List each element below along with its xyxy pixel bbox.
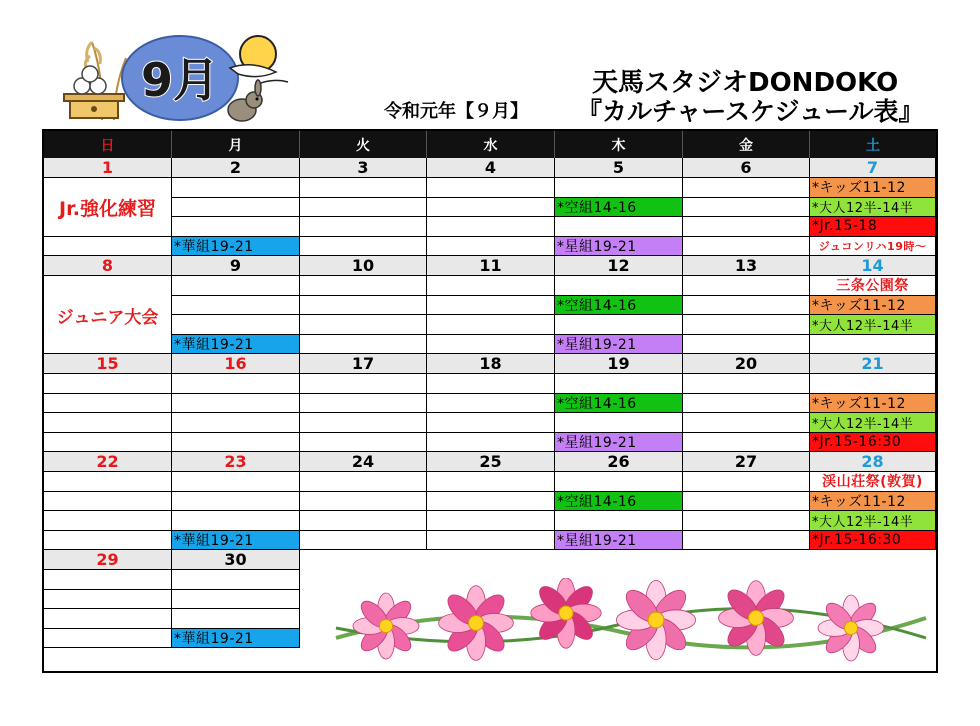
weekday-4: 木: [555, 131, 683, 158]
schedule-slot: [427, 198, 555, 218]
schedule-slot: [172, 394, 300, 414]
schedule-slot: [44, 433, 172, 453]
weekday-6: 土: [866, 137, 880, 154]
schedule-slot: [172, 590, 300, 610]
schedule-entry: *華組19-21: [172, 237, 300, 257]
day-number: 29: [44, 550, 172, 570]
schedule-slot: [300, 531, 427, 551]
schedule-slot: [427, 531, 555, 551]
schedule-slot: [44, 531, 172, 551]
day-number: 14: [810, 256, 936, 276]
day-number: 30: [172, 550, 300, 570]
schedule-slot: [44, 394, 172, 414]
schedule-entry: *Jr.15-16:30: [810, 433, 936, 453]
schedule-entry: *空組14-16: [555, 296, 683, 316]
logo-month-text: 9月: [140, 53, 220, 107]
schedule-slot: [683, 394, 810, 414]
day-number: 7: [810, 158, 936, 178]
day-number: 23: [172, 452, 300, 472]
weekday-1: 月: [172, 131, 300, 158]
schedule-slot: [172, 315, 300, 335]
day-number: 11: [427, 256, 555, 276]
schedule-slot: [172, 217, 300, 237]
cosmos-flower: [439, 586, 514, 661]
day-number: 24: [300, 452, 427, 472]
weekday-2: 火: [300, 131, 427, 158]
schedule-entry: *Jr.15-16:30: [810, 531, 936, 551]
schedule-slot: [44, 629, 172, 649]
schedule-slot: [683, 296, 810, 316]
moon-viewing-dango-icon: [64, 66, 124, 118]
schedule-slot: [427, 413, 555, 433]
schedule-slot: [300, 413, 427, 433]
schedule-entry: *大人12半-14半: [810, 315, 936, 335]
day-number: 6: [683, 158, 810, 178]
day-number: 25: [427, 452, 555, 472]
day-number: 2: [172, 158, 300, 178]
schedule-entry: *華組19-21: [172, 629, 300, 649]
schedule-slot: [300, 237, 427, 257]
schedule-slot: [44, 472, 172, 492]
schedule-slot: [810, 374, 936, 394]
schedule-slot: [172, 198, 300, 218]
schedule-entry: *華組19-21: [172, 335, 300, 355]
cosmos-flower: [531, 578, 601, 648]
schedule-entry: *星組19-21: [555, 237, 683, 257]
schedule-slot: [44, 570, 172, 590]
schedule-slot: [44, 492, 172, 512]
schedule-slot: [555, 315, 683, 335]
schedule-entry: *キッズ11-12: [810, 394, 936, 414]
schedule-entry: *空組14-16: [555, 198, 683, 218]
schedule-slot: [172, 374, 300, 394]
schedule-slot: [172, 178, 300, 198]
schedule-slot: [683, 531, 810, 551]
schedule-slot: [44, 237, 172, 257]
day-number: 10: [300, 256, 427, 276]
schedule-entry: *華組19-21: [172, 531, 300, 551]
weekday-3: 水: [427, 131, 555, 158]
schedule-slot: [555, 413, 683, 433]
schedule-slot: [300, 335, 427, 355]
day-number: 9: [172, 256, 300, 276]
day-number: 5: [555, 158, 683, 178]
cosmos-flowers-illustration: [326, 578, 934, 675]
studio-name: 天馬スタジオDONDOKO: [592, 68, 899, 98]
day-number: 13: [683, 256, 810, 276]
schedule-slot: [555, 276, 683, 296]
schedule-entry: *星組19-21: [555, 531, 683, 551]
schedule-slot: [683, 237, 810, 257]
schedule-slot: [300, 217, 427, 237]
schedule-slot: [172, 511, 300, 531]
schedule-slot: [300, 394, 427, 414]
day-number: 15: [44, 354, 172, 374]
schedule-entry: *キッズ11-12: [810, 492, 936, 512]
schedule-slot: [683, 335, 810, 355]
schedule-entry: *空組14-16: [555, 492, 683, 512]
month-badge: [122, 36, 238, 120]
schedule-slot: [427, 335, 555, 355]
schedule-slot: [683, 511, 810, 531]
schedule-slot: [683, 413, 810, 433]
schedule-entry: *Jr.15-18: [810, 217, 936, 237]
cosmos-flower: [719, 581, 794, 656]
schedule-slot: [172, 296, 300, 316]
schedule-slot: [300, 472, 427, 492]
day-number: 16: [172, 354, 300, 374]
day-number: 22: [44, 452, 172, 472]
schedule-slot: [44, 609, 172, 629]
calendar-table: [42, 129, 938, 673]
day-number: 21: [810, 354, 936, 374]
schedule-slot: [172, 276, 300, 296]
schedule-slot: [427, 511, 555, 531]
schedule-slot: [427, 237, 555, 257]
weekday-header-row: [44, 131, 936, 158]
schedule-slot: [44, 374, 172, 394]
cosmos-flower: [616, 580, 695, 659]
day-number: 3: [300, 158, 427, 178]
schedule-slot: [810, 335, 936, 355]
day-number: 17: [300, 354, 427, 374]
day-number: 8: [44, 256, 172, 276]
schedule-slot: [427, 374, 555, 394]
schedule-entry: 渓山荘祭(敦賀): [810, 472, 936, 492]
weekday-0: 日: [44, 131, 172, 158]
cosmos-flower: [353, 593, 419, 659]
schedule-slot: [555, 178, 683, 198]
schedule-slot: [300, 511, 427, 531]
schedule-slot: [172, 609, 300, 629]
schedule-entry: *空組14-16: [555, 394, 683, 414]
schedule-slot: [683, 472, 810, 492]
day-number: 28: [810, 452, 936, 472]
day-number: 19: [555, 354, 683, 374]
day-number: 27: [683, 452, 810, 472]
schedule-slot: [683, 492, 810, 512]
schedule-entry: *キッズ11-12: [810, 178, 936, 198]
schedule-slot: [172, 433, 300, 453]
schedule-slot: [172, 472, 300, 492]
schedule-slot: [172, 492, 300, 512]
day-number: 1: [44, 158, 172, 178]
schedule-slot: [683, 433, 810, 453]
schedule-slot: [683, 315, 810, 335]
schedule-slot: [44, 590, 172, 610]
schedule-slot: [300, 178, 427, 198]
schedule-title: 『カルチャースケジュール表』: [577, 97, 924, 126]
schedule-slot: [427, 296, 555, 316]
schedule-slot: [427, 178, 555, 198]
day-number: 18: [427, 354, 555, 374]
sunday-event-note: ジュニア大会: [44, 277, 171, 353]
day-number: 20: [683, 354, 810, 374]
day-number: 26: [555, 452, 683, 472]
schedule-slot: [427, 492, 555, 512]
schedule-entry: 三条公園祭: [810, 276, 936, 296]
schedule-slot: [427, 315, 555, 335]
schedule-slot: [300, 315, 427, 335]
schedule-slot: [683, 217, 810, 237]
schedule-slot: [300, 433, 427, 453]
schedule-slot: [300, 492, 427, 512]
schedule-slot: [427, 217, 555, 237]
schedule-entry: *キッズ11-12: [810, 296, 936, 316]
schedule-slot: [44, 511, 172, 531]
schedule-slot: [427, 433, 555, 453]
schedule-slot: [555, 511, 683, 531]
day-number: 12: [555, 256, 683, 276]
schedule-slot: [683, 276, 810, 296]
schedule-slot: [555, 217, 683, 237]
weekday-5: 金: [683, 131, 810, 158]
day-number: 4: [427, 158, 555, 178]
schedule-slot: [44, 413, 172, 433]
schedule-slot: [555, 472, 683, 492]
schedule-slot: [300, 296, 427, 316]
schedule-entry: *大人12半-14半: [810, 413, 936, 433]
sunday-event-note: Jr.強化練習: [44, 179, 171, 236]
schedule-slot: [300, 374, 427, 394]
schedule-entry: *星組19-21: [555, 433, 683, 453]
schedule-slot: [172, 570, 300, 590]
schedule-slot: [683, 198, 810, 218]
september-logo: [62, 28, 292, 128]
schedule-slot: [427, 472, 555, 492]
schedule-slot: [683, 374, 810, 394]
schedule-slot: [300, 198, 427, 218]
schedule-slot: [427, 276, 555, 296]
schedule-slot: [300, 276, 427, 296]
schedule-slot: [683, 178, 810, 198]
cosmos-flower: [818, 595, 884, 661]
schedule-entry: *星組19-21: [555, 335, 683, 355]
schedule-slot: [172, 413, 300, 433]
schedule-entry: ジュコンリハ19時～: [810, 237, 936, 257]
schedule-entry: *大人12半-14半: [810, 198, 936, 218]
era-month: 令和元年【９月】: [384, 101, 528, 122]
schedule-slot: [427, 394, 555, 414]
schedule-entry: *大人12半-14半: [810, 511, 936, 531]
schedule-slot: [555, 374, 683, 394]
